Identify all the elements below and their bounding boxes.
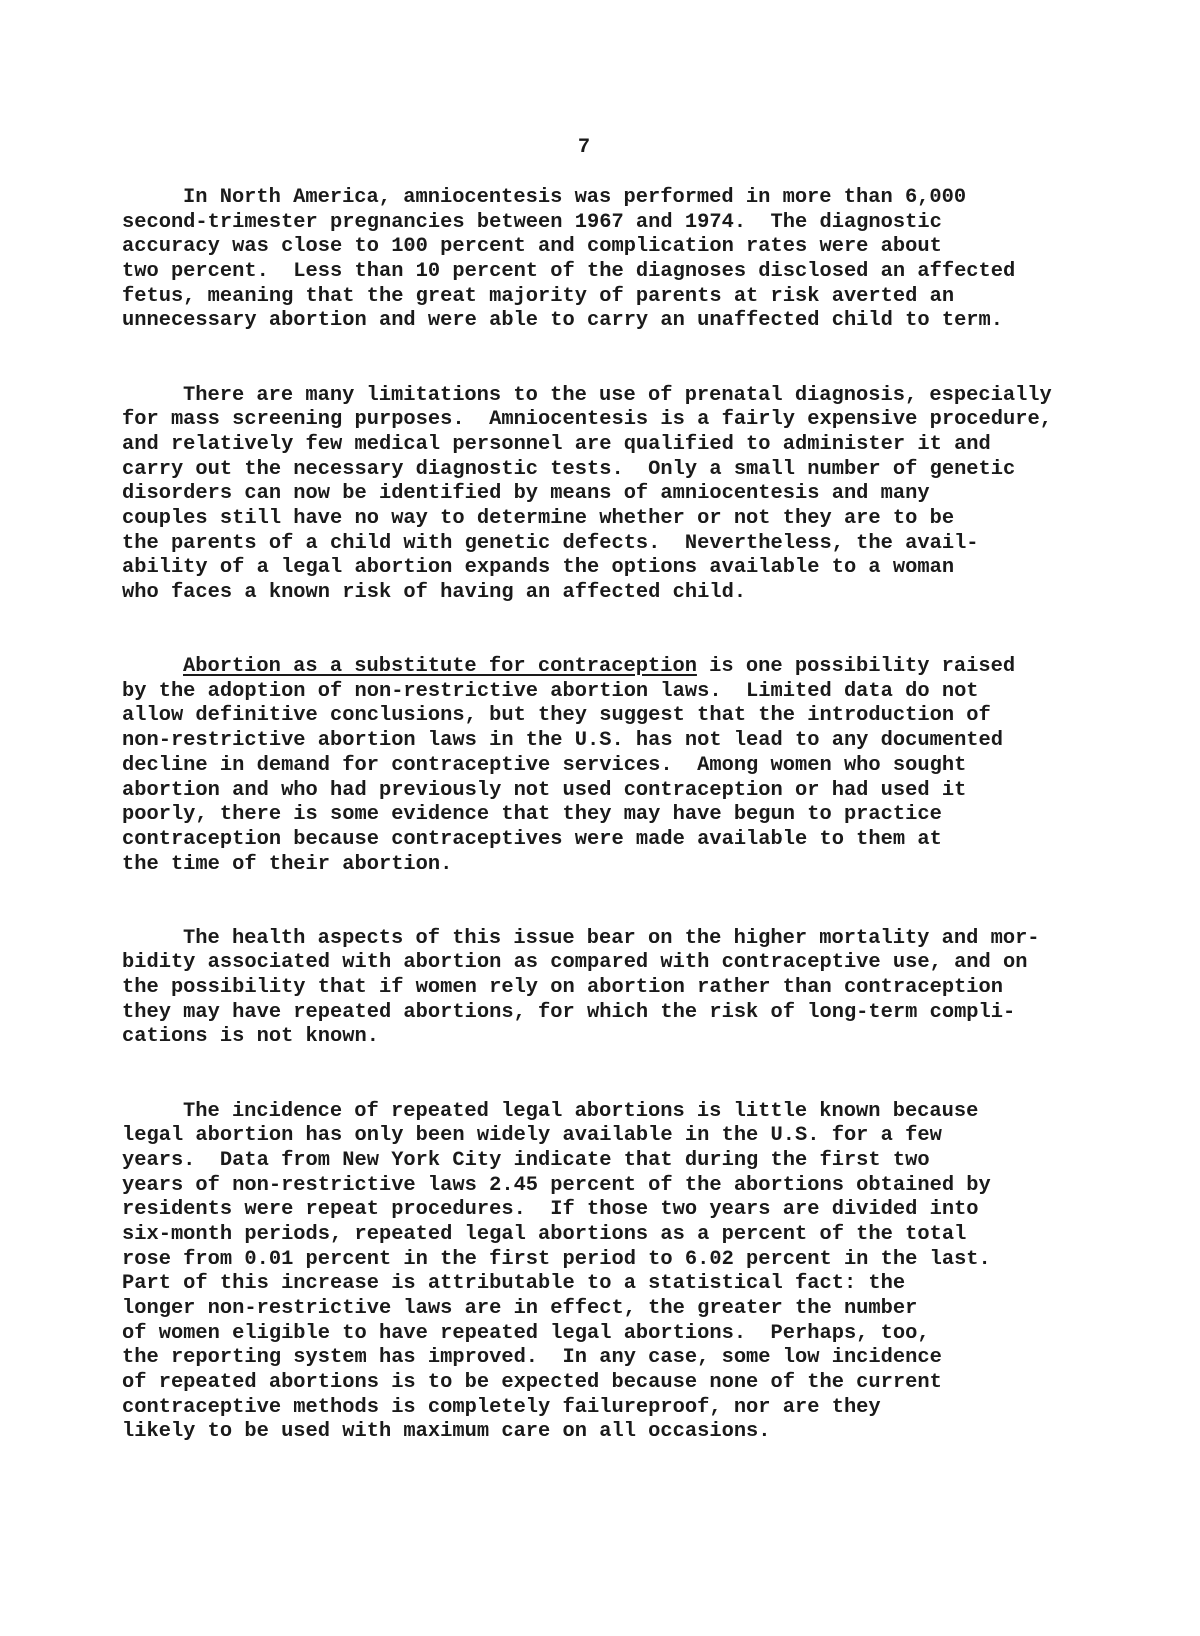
line-text: contraception because contraceptives were made available to them at — [122, 827, 942, 851]
text-line — [122, 853, 1122, 878]
line-text: fetus, meaning that the great majority of parents at risk averted an — [122, 284, 955, 308]
line-text: legal abortion has only been widely available in the U.S. for a few — [122, 1124, 942, 1148]
line-text: for mass screening purposes. Amniocentesis is a fairly expensive procedure, — [122, 408, 1052, 432]
line-text: Part of this increase is attributable to a statistical fact: the — [122, 1272, 906, 1296]
text-line — [122, 1371, 1122, 1396]
text-line — [122, 581, 1122, 606]
paragraph — [122, 384, 1122, 606]
text-line — [122, 704, 1122, 729]
line-text: In North America, amniocentesis was performed in more than 6,000 — [183, 186, 967, 209]
line-text: poorly, there is some evidence that they may have begun to practice — [122, 803, 942, 827]
text-line — [122, 235, 1122, 260]
line-text: carry out the necessary diagnostic tests. Only a small number of genetic — [122, 457, 1016, 481]
line-text: rose from 0.01 percent in the first period to 6.02 percent in the last. — [122, 1247, 991, 1271]
text-line — [122, 1420, 1122, 1445]
line-text: abortion and who had previously not used contraception or had used it — [122, 778, 967, 802]
text-line — [122, 1149, 1122, 1174]
text-line — [122, 433, 1122, 458]
text-line — [122, 482, 1122, 507]
line-text: accuracy was close to 100 percent and complication rates were about — [122, 235, 942, 259]
page-number: 7 — [577, 136, 591, 159]
text-line — [122, 1198, 1122, 1223]
text-line — [122, 1174, 1122, 1199]
line-text: second-trimester pregnancies between 1967 and 1974. The diagnostic — [122, 210, 942, 234]
line-text: is one possibility raised — [696, 655, 1016, 679]
line-text: The health aspects of this issue bear on the higher mortality and mor- — [183, 926, 1040, 950]
line-text: allow definitive conclusions, but they suggest that the introduction of — [122, 704, 991, 728]
text-line — [122, 408, 1122, 433]
line-text: who faces a known risk of having an affected child. — [122, 581, 747, 605]
text-line — [122, 384, 1122, 409]
line-text: bidity associated with abortion as compared with contraceptive use, and on — [122, 951, 1028, 975]
text-line — [122, 680, 1122, 705]
text-line — [122, 458, 1122, 483]
underlined-heading: Abortion as a substitute for contraception — [183, 655, 697, 679]
paragraph — [122, 1100, 1122, 1446]
line-text: ability of a legal abortion expands the options available to a woman — [122, 556, 955, 580]
text-line — [122, 1124, 1122, 1149]
line-text: contraceptive methods is completely failureproof, nor are they — [122, 1395, 881, 1419]
line-text: decline in demand for contraceptive services. Among women who sought — [122, 753, 967, 777]
line-text: and relatively few medical personnel are qualified to administer it and — [122, 432, 991, 456]
text-line — [122, 951, 1122, 976]
line-text: years. Data from New York City indicate that during the first two — [122, 1148, 930, 1172]
text-line — [122, 754, 1122, 779]
paragraph — [122, 186, 1122, 334]
text-line — [122, 309, 1122, 334]
line-text: of repeated abortions is to be expected because none of the current — [122, 1371, 942, 1395]
line-text: years of non-restrictive laws 2.45 percent of the abortions obtained by — [122, 1173, 991, 1197]
text-line — [122, 1248, 1122, 1273]
paragraph — [122, 927, 1122, 1050]
line-text: of women eligible to have repeated legal abortions. Perhaps, too, — [122, 1321, 930, 1345]
line-text: couples still have no way to determine whether or not they are to be — [122, 506, 955, 530]
document-body — [122, 186, 1122, 1495]
text-line — [122, 729, 1122, 754]
text-line — [122, 507, 1122, 532]
line-text: There are many limitations to the use of prenatal diagnosis, especially — [183, 383, 1052, 407]
line-text: six-month periods, repeated legal abortions as a percent of the total — [122, 1222, 967, 1246]
text-line — [122, 779, 1122, 804]
paragraph — [122, 655, 1122, 877]
text-line — [122, 803, 1122, 828]
line-text: residents were repeat procedures. If those two years are divided into — [122, 1198, 979, 1222]
text-line — [122, 1272, 1122, 1297]
line-text: non-restrictive abortion laws in the U.S. has not lead to any documented — [122, 729, 1004, 753]
text-line — [122, 1346, 1122, 1371]
line-text: two percent. Less than 10 percent of the diagnoses disclosed an affected — [122, 260, 1016, 284]
line-text: they may have repeated abortions, for which the risk of long-term compli- — [122, 1000, 1016, 1024]
line-text: the reporting system has improved. In any case, some low incidence — [122, 1346, 942, 1370]
text-line — [122, 1025, 1122, 1050]
line-text: unnecessary abortion and were able to carry an unaffected child to term. — [122, 309, 1004, 333]
text-line — [122, 927, 1122, 952]
line-text: disorders can now be identified by means of amniocentesis and many — [122, 482, 930, 506]
text-line — [122, 1001, 1122, 1026]
line-text: The incidence of repeated legal abortions is little known because — [183, 1099, 979, 1123]
text-line — [122, 211, 1122, 236]
text-line — [122, 532, 1122, 557]
line-text: the time of their abortion. — [122, 852, 453, 876]
text-line — [122, 1322, 1122, 1347]
text-line — [122, 828, 1122, 853]
text-line — [122, 1396, 1122, 1421]
text-line — [122, 655, 1122, 680]
line-text: longer non-restrictive laws are in effect, the greater the number — [122, 1297, 918, 1320]
text-line — [122, 260, 1122, 285]
text-line — [122, 976, 1122, 1001]
text-line — [122, 556, 1122, 581]
line-text: by the adoption of non-restrictive abortion laws. Limited data do not — [122, 679, 979, 703]
line-text: likely to be used with maximum care on all occasions. — [122, 1420, 771, 1444]
text-line — [122, 285, 1122, 310]
text-line — [122, 1223, 1122, 1248]
text-line — [122, 186, 1122, 211]
line-text: the parents of a child with genetic defects. Nevertheless, the avail- — [122, 531, 979, 555]
line-text: the possibility that if women rely on abortion rather than contraception — [122, 976, 1004, 1000]
line-text: cations is not known. — [122, 1025, 379, 1049]
text-line — [122, 1297, 1122, 1322]
text-line — [122, 1100, 1122, 1125]
